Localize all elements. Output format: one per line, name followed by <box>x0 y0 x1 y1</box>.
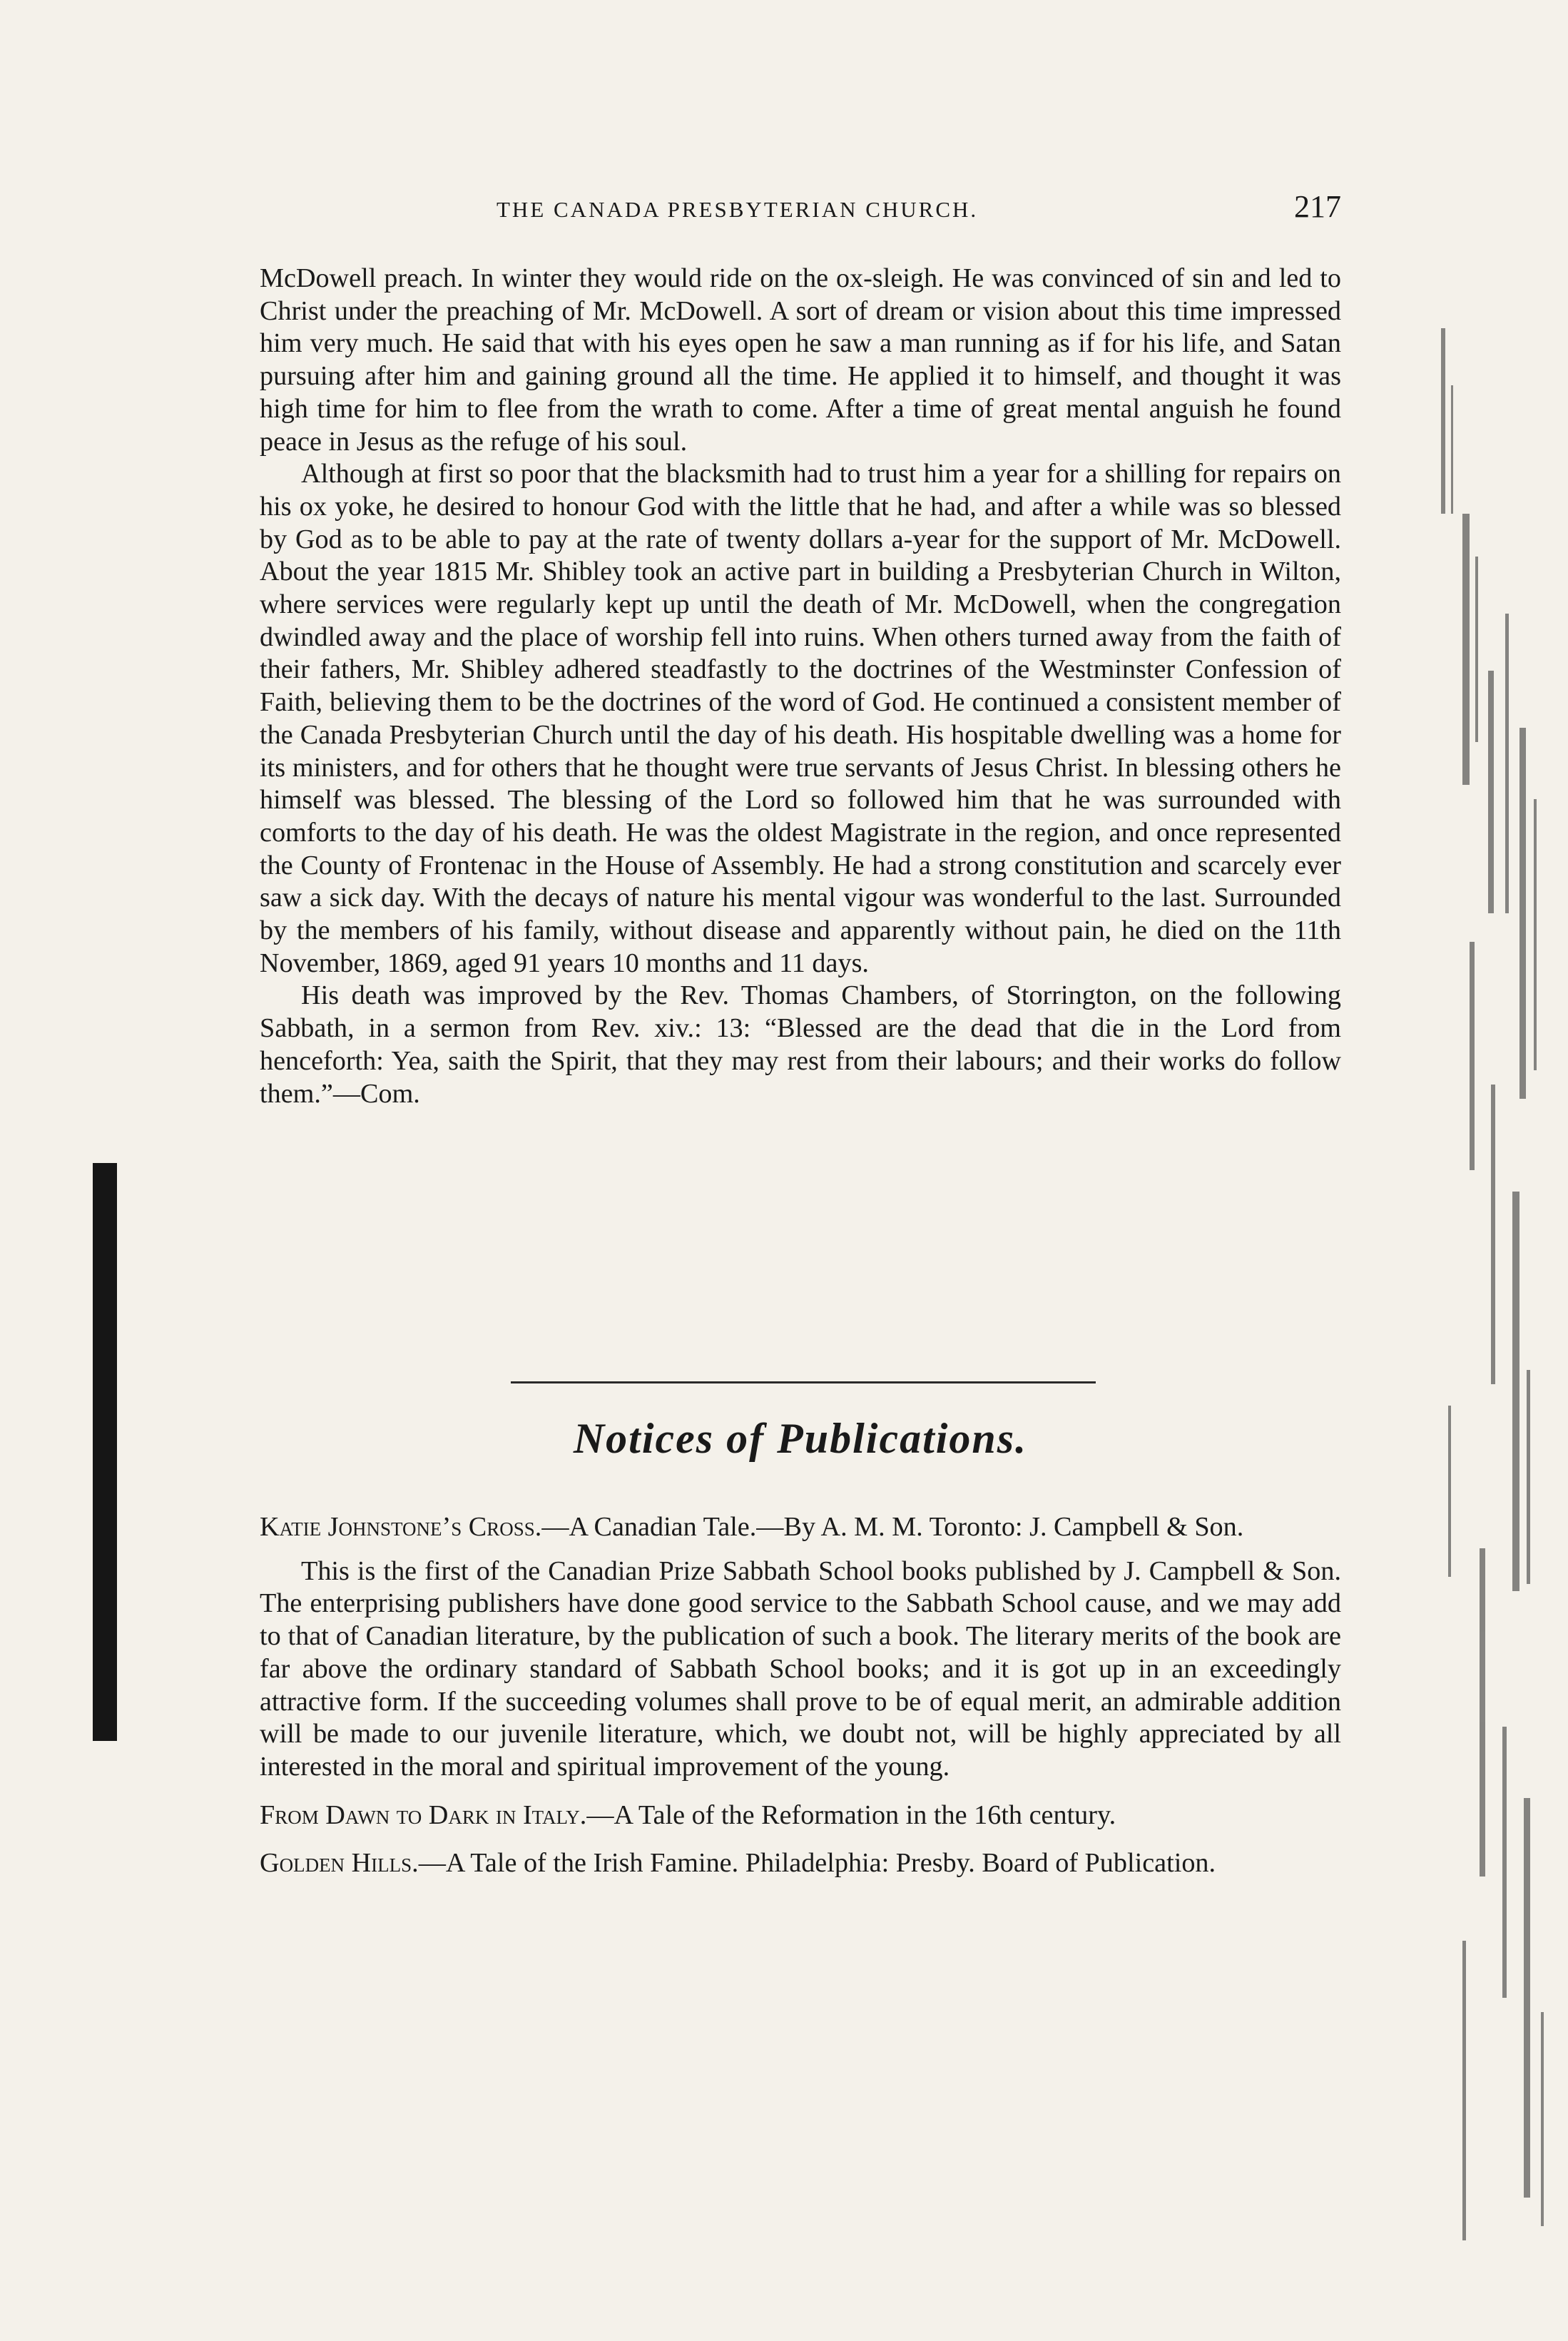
section-divider <box>511 1381 1096 1383</box>
notice-review: This is the first of the Canadian Prize Sabbath School books published by J. Campbell & Son. The enterprising publishers have done good service to the Sabbath School cause, and we may add to that of Canadian literature, by the publication of such a book. The literary merits of the book are far above the ordinary standard of Sabbath School books; and it is got up in an exceedingly attractive form. If the succeeding volumes shall prove to be of equal merit, an admirable addition will be made to our juvenile literature, which, we doubt not, will be highly appreciated by all interested in the moral and spiritual improvement of the young. <box>260 1555 1341 1782</box>
notice-entry <box>260 1799 1341 1832</box>
notice-entry <box>260 1847 1341 1880</box>
section-heading: Notices of Publications. <box>573 1415 1028 1462</box>
notice-details: —A Canadian Tale.—By A. M. M. Toronto: J. Campbell & Son. <box>541 1512 1244 1542</box>
running-header <box>257 191 1341 234</box>
obituary-paragraph: His death was improved by the Rev. Thomas Chambers, of Storrington, on the following Sabbath, in a sermon from Rev. xiv.: 13: “Blessed are the dead that die in the Lord from henceforth: Yea, saith the Spirit, that they may rest from their labours; and their works do follow them.”—Com. <box>260 980 1341 1109</box>
notices-list <box>260 1511 1341 1880</box>
obituary-text <box>260 263 1341 1110</box>
page-number: 217 <box>1294 189 1341 224</box>
notice-title: From Dawn to Dark in Italy. <box>260 1799 587 1830</box>
notice-details: —A Tale of the Irish Famine. Philadelphia: Presby. Board of Publication. <box>418 1848 1216 1879</box>
margin-mark <box>93 1163 117 1741</box>
page-edge-noise <box>1420 300 1562 2340</box>
notice-title: Katie Johnstone’s Cross. <box>260 1512 542 1542</box>
notice-entry <box>260 1511 1341 1544</box>
notice-details: —A Tale of the Reformation in the 16th century. <box>586 1799 1116 1830</box>
running-title: THE CANADA PRESBYTERIAN CHURCH. <box>497 197 979 222</box>
obituary-paragraph: McDowell preach. In winter they would ride on the ox-sleigh. He was convinced of sin and led to Christ under the preaching of Mr. McDowell. A sort of dream or vision about this time impressed him very much. He said that with his eyes open he saw a man running as if for his life, and Satan pursuing after him and gaining ground all the time. He applied it to himself, and thought it was high time for him to flee from the wrath to come. After a time of great mental anguish he found peace in Jesus as the refuge of his soul. <box>260 263 1341 457</box>
notice-title: Golden Hills. <box>260 1848 419 1879</box>
obituary-paragraph: Although at first so poor that the blacksmith had to trust him a year for a shilling for repairs on his ox yoke, he desired to honour God with the little that he had, and after a while was so blessed by God as to be able to pay at the rate of twenty dollars a-year for the support of Mr. McDowell. About the year 1815 Mr. Shibley took an active part in building a Presbyterian Church in Wilton, where services were regularly kept up until the death of Mr. McDowell, when the congregation dwindled away and the place of worship fell into ruins. When others turned away from the faith of their fathers, Mr. Shibley adhered steadfastly to the doctrines of the Westminster Confession of Faith, believing them to be the doctrines of the word of God. He continued a consistent member of the Canada Presbyterian Church until the day of his death. His hospitable dwelling was a home for its ministers, and for others that he thought were true servants of Jesus Christ. In blessing others he himself was blessed. The blessing of the Lord so followed him that he was surrounded with comforts to the day of his death. He was the oldest Magistrate in the region, and once represented the County of Frontenac in the House of Assembly. He had a strong constitution and scarcely ever saw a sick day. With the decays of nature his mental vigour was wonderful to the last. Surrounded by the members of his family, without disease and apparently without pain, he died on the 11th November, 1869, aged 91 years 10 months and 11 days. <box>260 459 1341 978</box>
